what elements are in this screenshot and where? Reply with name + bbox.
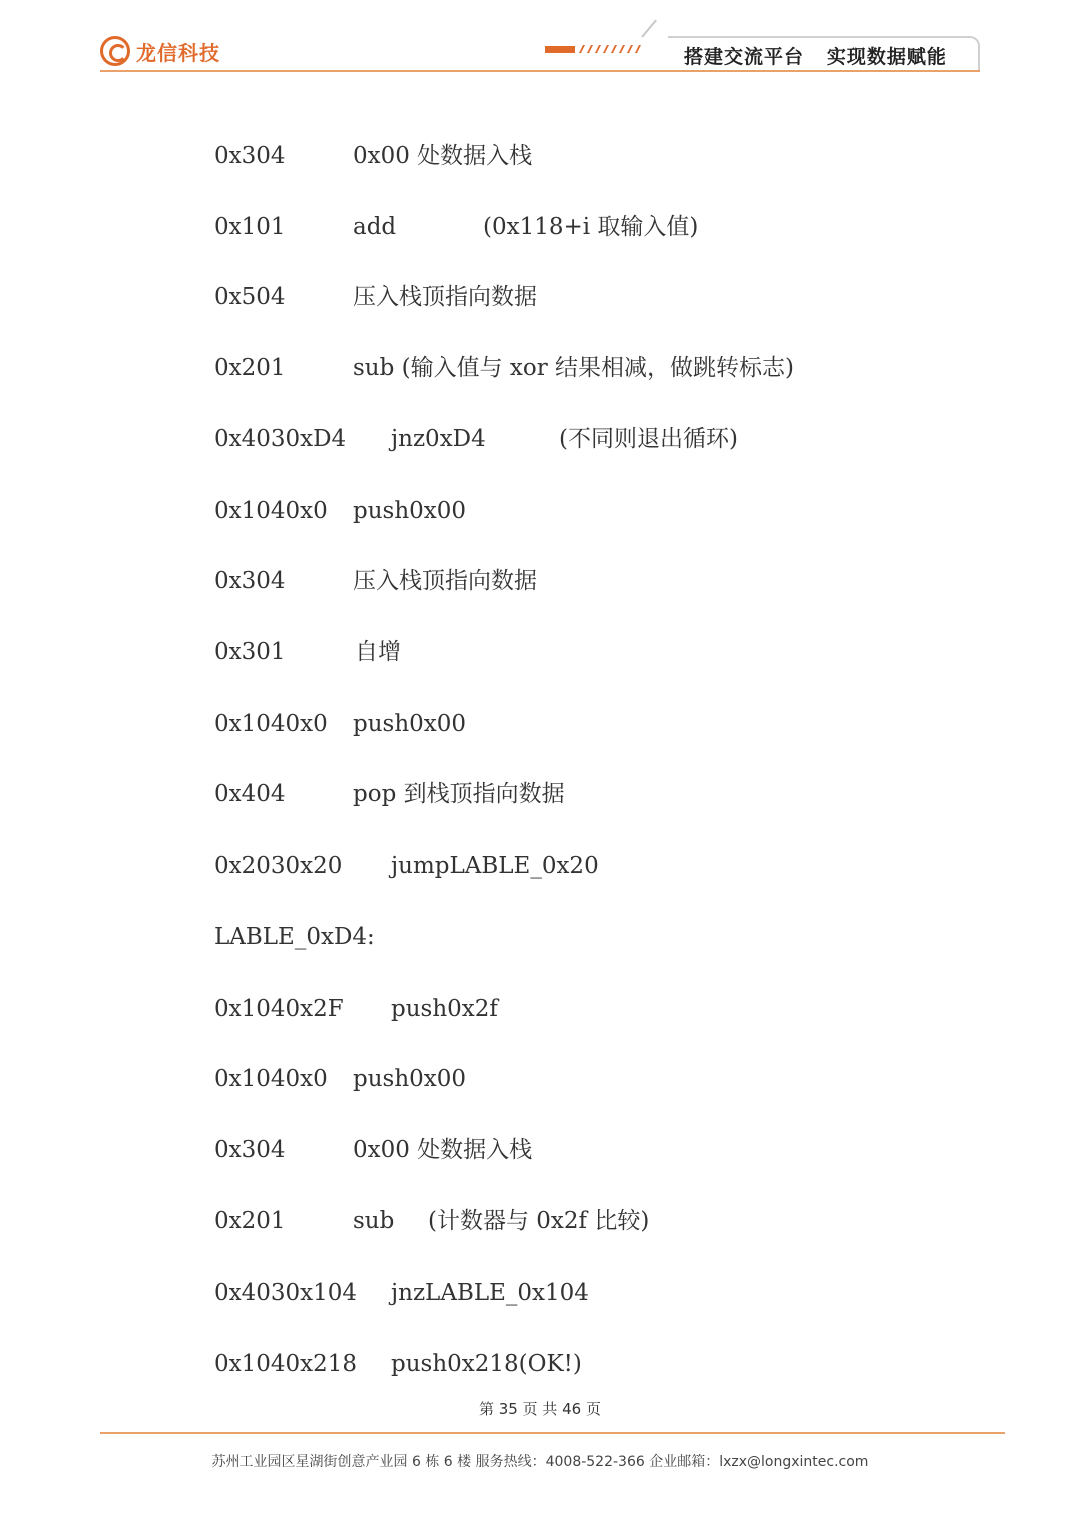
code-instruction: push0x2f: [391, 996, 498, 1022]
code-label: LABLE_0xD4:: [214, 924, 375, 950]
code-address: 0x2030x20: [214, 853, 343, 879]
code-address: 0x101: [214, 214, 286, 240]
header-slogan: 搭建交流平台 实现数据赋能: [684, 46, 947, 68]
page-number: 第 35 页 共 46 页: [478, 1400, 601, 1418]
code-instruction: 0x00 处数据入栈: [353, 1137, 533, 1163]
code-address: 0x201: [214, 1208, 286, 1234]
code-address: 0x404: [214, 781, 286, 807]
code-comment: (计数器与 0x2f 比较): [428, 1208, 650, 1234]
code-instruction: add: [353, 214, 397, 240]
code-address: 0x1040x0: [214, 711, 328, 737]
code-address: 0x301: [214, 639, 286, 665]
code-instruction: sub: [353, 1208, 395, 1234]
footer-divider: [100, 1432, 1005, 1434]
code-address: 0x304: [214, 1137, 286, 1163]
code-instruction: pop 到栈顶指向数据: [353, 781, 565, 807]
code-instruction: 自增: [355, 639, 401, 665]
code-address: 0x1040x218: [214, 1351, 358, 1377]
code-instruction: sub (输入值与 xor 结果相减，做跳转标志): [353, 355, 795, 381]
code-instruction: 0x00 处数据入栈: [353, 143, 533, 169]
code-instruction: 压入栈顶指向数据: [353, 568, 537, 594]
header-divider: [100, 70, 980, 72]
decorative-slash: [641, 20, 657, 38]
code-instruction: 压入栈顶指向数据: [353, 284, 537, 310]
page-footer: 苏州工业园区星湖街创意产业园 6 栋 6 楼 服务热线：4008-522-366 企业邮箱：lxzx@longxintec.com: [211, 1454, 869, 1470]
decorative-stripe-icon: [545, 44, 645, 54]
code-address: 0x1040x0: [214, 498, 328, 524]
company-logo: [100, 36, 220, 66]
code-address: 0x1040x0: [214, 1066, 328, 1092]
brand-name: 龙信科技: [136, 40, 220, 65]
code-address: 0x4030x104: [214, 1280, 358, 1306]
page-header: [0, 0, 1080, 90]
code-address: 0x504: [214, 284, 286, 310]
code-instruction: push0x00: [353, 498, 467, 524]
dragon-logo-icon: [100, 36, 130, 66]
code-address: 0x304: [214, 143, 286, 169]
code-instruction: jnzLABLE_0x104: [391, 1280, 589, 1306]
code-instruction: push0x218(OK!): [391, 1351, 582, 1377]
code-instruction: push0x00: [353, 1066, 467, 1092]
code-address: 0x304: [214, 568, 286, 594]
code-instruction: push0x00: [353, 711, 467, 737]
code-comment: (不同则退出循环): [559, 426, 738, 452]
code-instruction: jnz0xD4: [391, 426, 486, 452]
code-address: 0x1040x2F: [214, 996, 344, 1022]
code-instruction: jumpLABLE_0x20: [391, 853, 599, 879]
code-address: 0x201: [214, 355, 286, 381]
code-comment: (0x118+i 取输入值): [483, 214, 699, 240]
code-address: 0x4030xD4: [214, 426, 347, 452]
